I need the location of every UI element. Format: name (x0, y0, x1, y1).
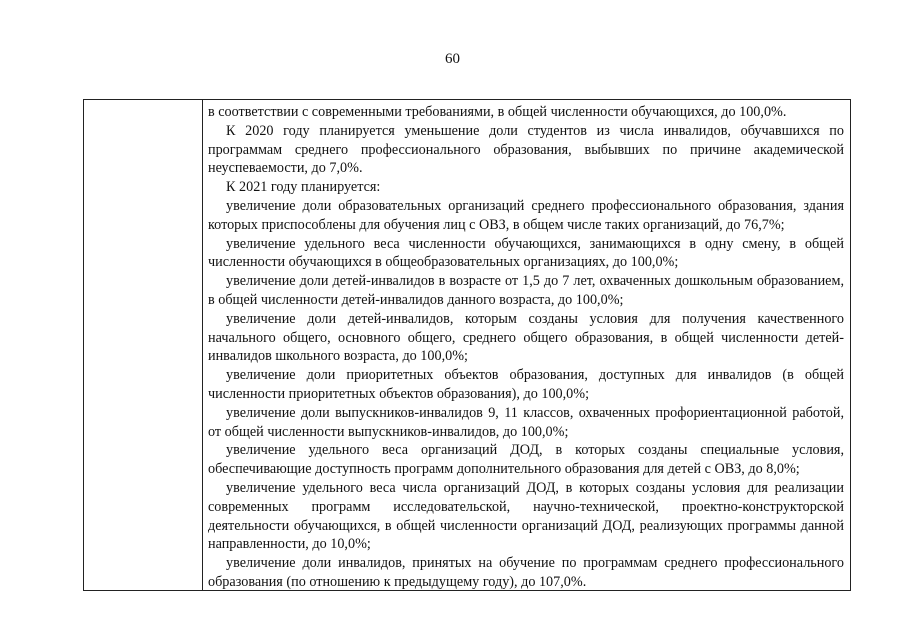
list-item: увеличение доли детей-инвалидов, которым созданы условия для получения качественного начального общего, основного общего, среднего общего образования, в общей численности детей-инвалидов школьного возраста, до 100,0%; (208, 310, 844, 365)
column-divider (202, 100, 203, 590)
text-cell (208, 103, 844, 592)
list-item: увеличение доли детей-инвалидов в возрасте от 1,5 до 7 лет, охваченных дошкольным образованием, в общей численности детей-инвалидов данного возраста, до 100,0%; (208, 273, 844, 308)
list-item: увеличение удельного веса организаций ДОД, в которых созданы специальные условия, обеспечивающие доступность программ дополнительного образования для детей с ОВЗ, до 8,0%; (208, 442, 844, 478)
list-item: увеличение доли инвалидов, принятых на обучение по программам среднего профессионального образования (по отношению к предыдущему году), до 107,0%. (208, 555, 844, 590)
list-item: увеличение доли приоритетных объектов образования, доступных для инвалидов (в общей численности приоритетных объектов образования), до 100,0%; (208, 367, 844, 402)
list-item: увеличение доли выпускников-инвалидов 9, 11 классов, охваченных профориентационной работой, от общей численности выпускников-инвалидов, до 100,0%; (208, 404, 844, 440)
page-number: 60 (445, 51, 460, 67)
list-item: увеличение удельного веса числа организаций ДОД, в которых созданы условия для реализации современных программ исследовательской, научно-технической, проектно-конструкторской деятельности обучающихся, в общей численности организаций ДОД, реализующих программы данной направленности, до 10,0%; (208, 479, 844, 553)
paragraph-2020-plan: К 2020 году планируется уменьшение доли студентов из числа инвалидов, обучавшихся по программам среднего профессионального образования, выбывших по причине академической неуспеваемости, до 7,0%. (208, 122, 844, 177)
list-item: увеличение удельного веса численности обучающихся, занимающихся в одну смену, в общей численности обучающихся в общеобразовательных организациях, до 100,0%; (208, 235, 844, 271)
document-table (83, 99, 851, 591)
paragraph-2021-heading: К 2021 году планируется: (226, 179, 381, 196)
list-item: увеличение доли образовательных организаций среднего профессионального образования, здания которых приспособлены для обучения лиц с ОВЗ, в общем числе таких организаций, до 76,7%; (208, 197, 844, 233)
paragraph-continuation: в соответствии с современными требованиями, в общей численности обучающихся, до 100,0%. (208, 104, 787, 120)
